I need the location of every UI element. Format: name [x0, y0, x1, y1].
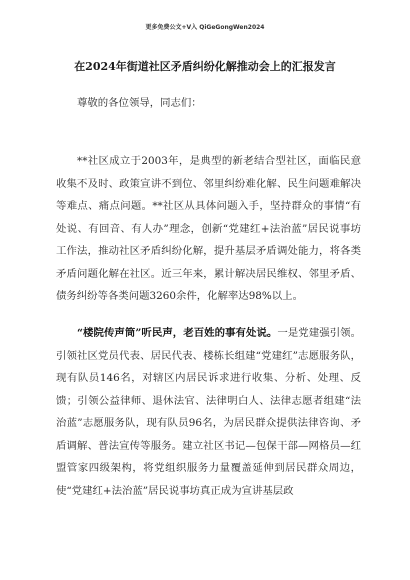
paragraph-lead: “楼院传声筒”听民声，老百姓的事有处说。 — [77, 327, 278, 339]
paragraph-text: **社区成立于2003年，是典型的新老结合型社区，面临民意收集不及时、政策宣讲不到位、邻里纠纷难化解、民生问题难解决等难点、痛点问题。**社区从具体问题入手，坚持群众的事情“有处说、有回音、有人办”理念，创新“党建红+法治蓝”居民说事坊工作法，推动社区矛盾纠纷化解，提升基层矛盾调处能力，将各类矛盾问题化解在社区。近三年来，累计解决居民维权、邻里矛盾、债务纠纷等各类问题3260余件，化解率达98%以上。 — [56, 155, 361, 302]
paragraph — [56, 150, 361, 308]
paragraph — [56, 322, 361, 502]
greeting: 尊敬的各位领导，同志们： — [77, 97, 202, 109]
paragraph-text: 一是党建强引领。引领社区党员代表、居民代表、楼栋长组建“党建红”志愿服务队，现有队员146名，对辖区内居民诉求进行收集、分析、处理、反馈；引领公益律师、退休法官、法律明白人、法律志愿者组建“法治蓝”志愿服务队，现有队员96名，为居民群众提供法律咨询、矛盾调解、普法宣传等服务。建立社区书记—包保干部—网格员—红盟管家四级架构，将党组织服务力量覆盖延伸到居民群众周边，使“党建红+法治蓝”居民说事坊真正成为宣讲基层政 — [56, 327, 362, 497]
page-header: 更多免费公文+V入 QiGeGongWen2024 — [145, 24, 265, 31]
document-title: 在2024年街道社区矛盾纠纷化解推动会上的汇报发言 — [74, 60, 336, 73]
